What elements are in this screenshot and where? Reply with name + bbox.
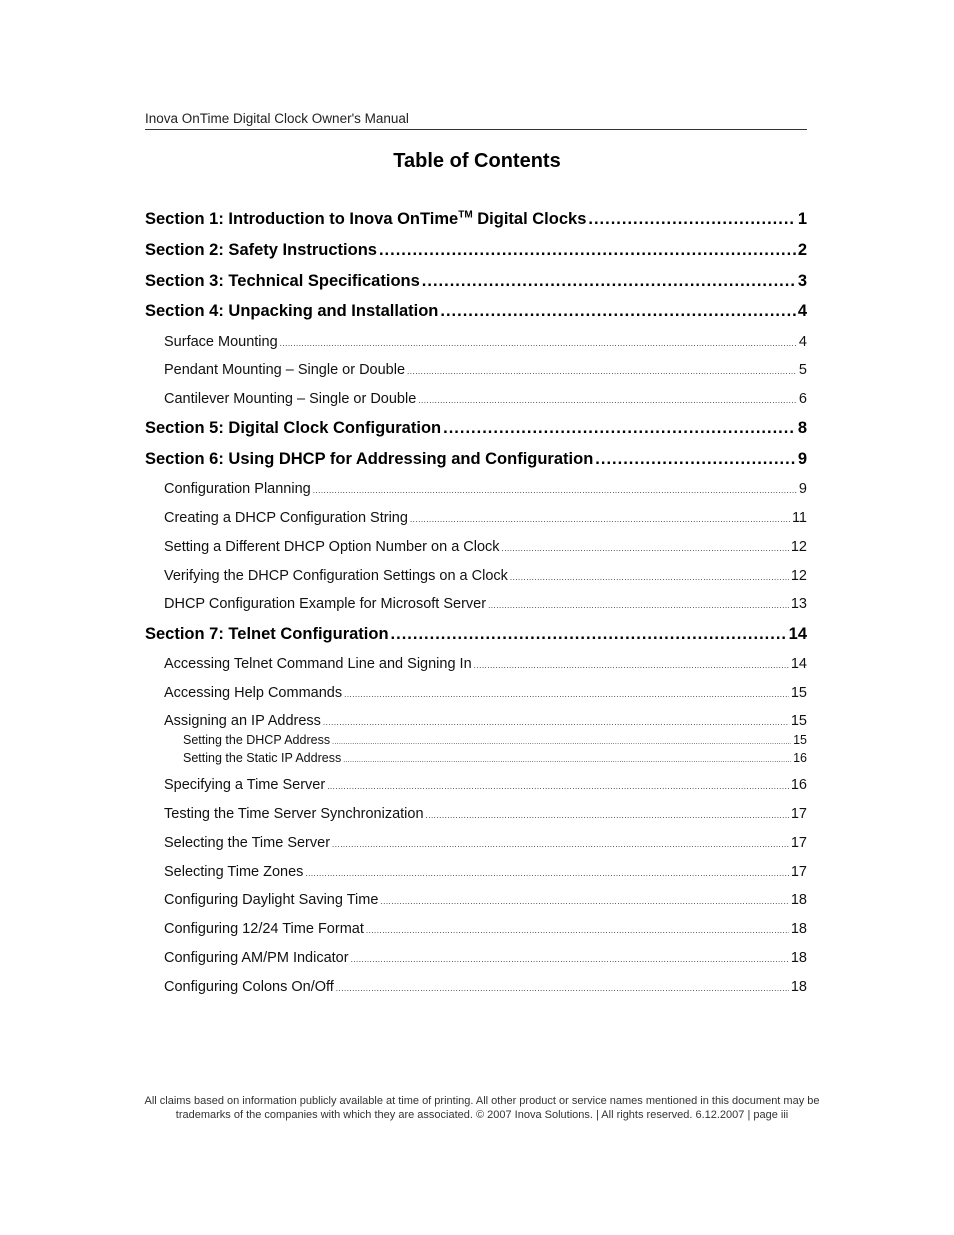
toc-entry-page: 4 <box>798 334 807 350</box>
toc-entry-page: 9 <box>798 481 807 497</box>
toc-entry-label: Setting a Different DHCP Option Number on a Clock <box>164 539 500 555</box>
leader-dots <box>280 339 797 348</box>
header-text: Inova OnTime Digital Clock Owner's Manual <box>145 111 409 126</box>
toc-entry[interactable] <box>164 596 807 612</box>
leader-dots <box>502 544 789 553</box>
toc-entry[interactable] <box>164 777 807 793</box>
toc-entry-page: 15 <box>793 733 807 747</box>
toc-entry-label: Section 4: Unpacking and Installation <box>145 302 439 320</box>
trademark-symbol: TM <box>458 209 473 221</box>
leader-dots <box>488 601 789 610</box>
toc-entry-page: 18 <box>790 921 807 937</box>
toc-entry[interactable] <box>164 481 807 497</box>
leader-dots <box>510 573 789 582</box>
leader-dots <box>336 984 789 993</box>
toc-entry[interactable] <box>164 979 807 995</box>
toc-entry-page: 1 <box>797 210 807 228</box>
toc-entry[interactable] <box>145 625 807 644</box>
leader-dots <box>440 302 795 321</box>
toc-entry[interactable] <box>164 921 807 937</box>
leader-dots <box>379 241 796 260</box>
toc-entry-label: Configuring Colons On/Off <box>164 979 334 995</box>
toc-entry[interactable] <box>145 272 807 291</box>
leader-dots <box>305 869 788 878</box>
toc-entry-label: Accessing Telnet Command Line and Signing In <box>164 656 472 672</box>
leader-dots <box>332 739 791 746</box>
toc-entry[interactable] <box>164 334 807 350</box>
toc-entry-label: Section 2: Safety Instructions <box>145 241 377 259</box>
toc-entry-page: 16 <box>790 777 807 793</box>
running-header <box>145 111 807 130</box>
toc-entry[interactable] <box>164 656 807 672</box>
toc-entry-page: 11 <box>791 510 807 526</box>
toc-entry[interactable] <box>164 685 807 701</box>
toc-entry-page: 5 <box>798 362 807 378</box>
toc-entry-label: Specifying a Time Server <box>164 777 326 793</box>
toc-entry-label: Creating a DHCP Configuration String <box>164 510 408 526</box>
toc-entry[interactable] <box>164 950 807 966</box>
page-title: Table of Contents <box>393 150 561 172</box>
toc-entry-page: 18 <box>790 892 807 908</box>
toc-entry-label: Section 5: Digital Clock Configuration <box>145 419 442 437</box>
leader-dots <box>391 625 787 644</box>
leader-dots <box>343 757 791 764</box>
toc-entry-page: 18 <box>790 979 807 995</box>
toc-entry-page: 6 <box>798 391 807 407</box>
toc-entry-label: Configuring AM/PM Indicator <box>164 950 349 966</box>
toc-entry-page: 17 <box>790 806 807 822</box>
toc-entry[interactable] <box>164 892 807 908</box>
toc-entry-label: Configuring Daylight Saving Time <box>164 892 379 908</box>
toc-entry-page: 15 <box>790 685 807 701</box>
toc-entry[interactable] <box>145 302 807 321</box>
leader-dots <box>410 515 790 524</box>
toc-entry[interactable] <box>164 568 807 584</box>
leader-dots <box>422 272 796 291</box>
toc-entry-label: Configuration Planning <box>164 481 311 497</box>
footer-line: All claims based on information publicly available at time of printing. All other product or service names mentioned in this document may be <box>144 1095 820 1107</box>
leader-dots <box>323 718 789 727</box>
toc-entry-page: 17 <box>790 835 807 851</box>
toc-entry[interactable] <box>183 733 807 747</box>
toc-entry-page: 15 <box>790 713 807 729</box>
toc-entry[interactable] <box>164 806 807 822</box>
toc-entry-label: Assigning an IP Address <box>164 713 321 729</box>
leader-dots <box>332 840 789 849</box>
toc-entry-label: Section 6: Using DHCP for Addressing and Configuration <box>145 450 594 468</box>
toc-entry-label: Accessing Help Commands <box>164 685 343 701</box>
toc-entry[interactable] <box>145 419 807 438</box>
toc-entry-page: 16 <box>793 751 807 765</box>
leader-dots <box>344 690 789 699</box>
leader-dots <box>407 367 797 376</box>
toc-entry-page: 2 <box>797 241 807 259</box>
toc-entry-label: Section 3: Technical Specifications <box>145 272 420 290</box>
toc-entry[interactable] <box>145 241 807 260</box>
leader-dots <box>474 661 789 670</box>
toc-entry-page: 14 <box>790 656 807 672</box>
toc-entry[interactable] <box>164 864 807 880</box>
toc-entry-label: Cantilever Mounting – Single or Double <box>164 391 417 407</box>
toc-entry-label: Configuring 12/24 Time Format <box>164 921 364 937</box>
toc-entry-page: 3 <box>797 272 807 290</box>
toc-entry-label: Verifying the DHCP Configuration Settings on a Clock <box>164 568 508 584</box>
toc-entry-page: 9 <box>797 450 807 468</box>
toc-entry[interactable] <box>164 362 807 378</box>
leader-dots <box>313 486 797 495</box>
toc-entry[interactable] <box>145 210 807 229</box>
leader-dots <box>418 396 797 405</box>
toc-entry-page: 18 <box>790 950 807 966</box>
leader-dots <box>588 210 795 229</box>
toc-entry[interactable] <box>164 539 807 555</box>
page-footer <box>100 1094 864 1122</box>
toc-entry[interactable] <box>183 751 807 765</box>
toc-entry-label: Section 7: Telnet Configuration <box>145 625 389 643</box>
toc-entry-page: 17 <box>790 864 807 880</box>
toc-entry[interactable] <box>145 450 807 469</box>
leader-dots <box>426 811 789 820</box>
toc-entry-label: DHCP Configuration Example for Microsoft Server <box>164 596 487 612</box>
leader-dots <box>595 450 796 469</box>
toc-entry[interactable] <box>164 835 807 851</box>
toc-entry[interactable] <box>164 391 807 407</box>
footer-line: trademarks of the companies with which they are associated. © 2007 Inova Solutions. | All rights reserved. 6.12.2007 | page iii <box>175 1109 789 1121</box>
toc-entry-label: Pendant Mounting – Single or Double <box>164 362 406 378</box>
toc-entry-page: 12 <box>790 539 807 555</box>
leader-dots <box>351 955 789 964</box>
toc-entry-label: Setting the Static IP Address <box>183 751 342 765</box>
toc-entry-page: 4 <box>797 302 807 320</box>
toc-entry-page: 8 <box>797 419 807 437</box>
toc-entry-page: 13 <box>790 596 807 612</box>
leader-dots <box>366 926 789 935</box>
leader-dots <box>327 782 789 791</box>
leader-dots <box>443 419 796 438</box>
toc-entry-label: Testing the Time Server Synchronization <box>164 806 424 822</box>
toc-entry-label: Selecting the Time Server <box>164 835 331 851</box>
toc-entry[interactable] <box>164 713 807 729</box>
toc-entry-label: Setting the DHCP Address <box>183 733 331 747</box>
toc-entry[interactable] <box>164 510 807 526</box>
toc-entry-label: Selecting Time Zones <box>164 864 304 880</box>
toc-entry-page: 12 <box>790 568 807 584</box>
leader-dots <box>380 897 788 906</box>
toc-entry-label: Section 1: Introduction to Inova OnTime™ Digital Clocks <box>145 209 587 228</box>
toc-entry-page: 14 <box>788 625 807 643</box>
toc-entry-label: Surface Mounting <box>164 334 278 350</box>
